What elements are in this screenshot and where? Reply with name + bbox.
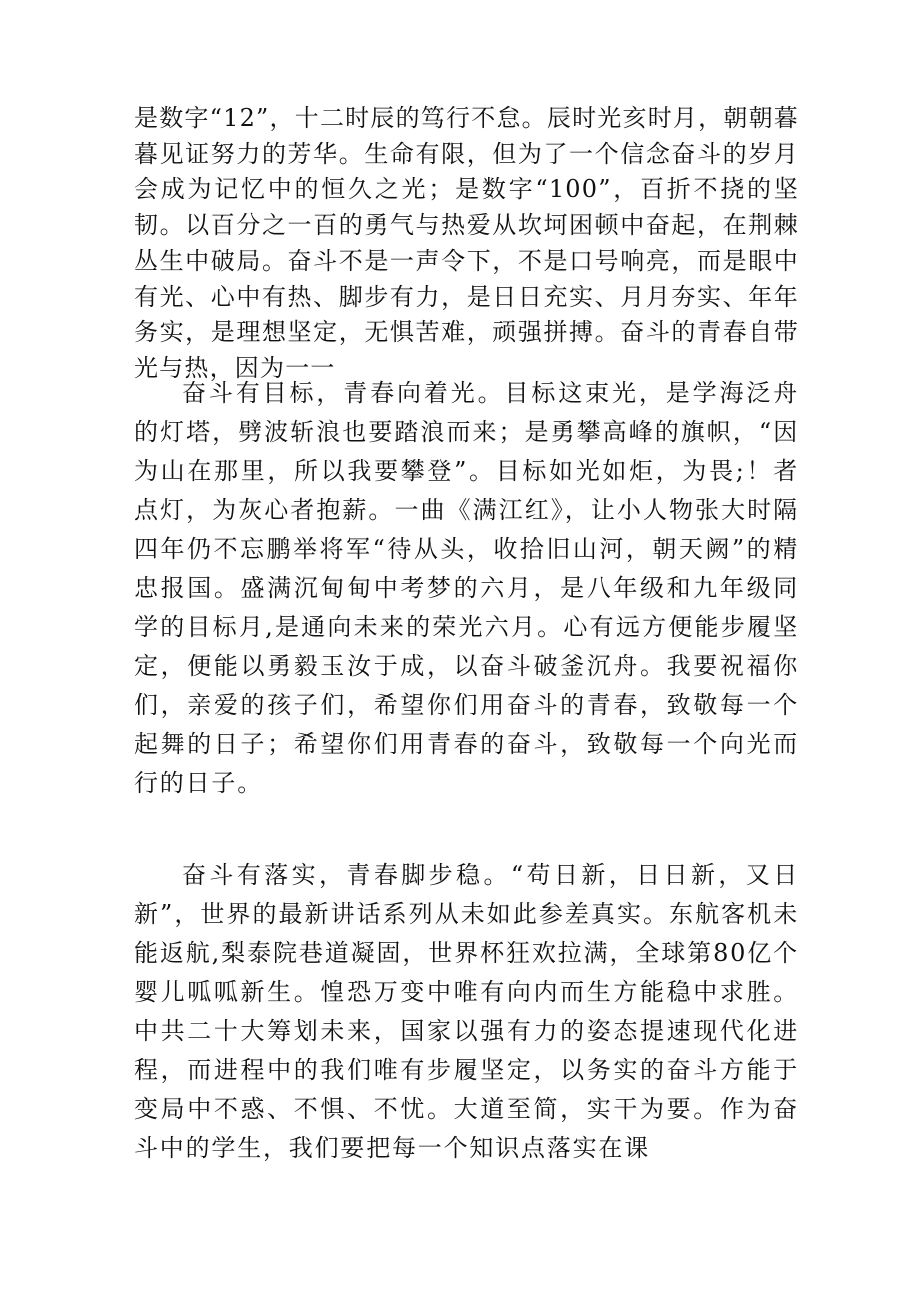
paragraph-2: 奋斗有目标，青春向着光。目标这束光，是学海泛舟的灯塔，劈波斩浪也要踏浪而来；是勇攀高峰的旗帜，“因为山在那里，所以我要攀登”。目标如光如炬，为畏;！者点灯，为灰心者抱薪。一曲《满江红》，让小人物张大时隔四年仍不忘鹏举将军“待从头，收拾旧山河，朝天阙”的精忠报国。盛满沉甸甸中考梦的六月，是八年级和九年级同学的目标月,是通向未来的荣光六月。心有远方便能步履坚定，便能以勇毅玉汝于成，以奋斗破釜沉舟。我要祝福你们，亲爱的孩子们，希望你们用奋斗的青春，致敬每一个起舞的日子；希望你们用青春的奋斗，致敬每一个向光而行的日子。 (134, 379, 799, 797)
paragraph-1: 是数字“12”，十二时辰的笃行不怠。辰时光亥时月，朝朝暮暮见证努力的芳华。生命有限，但为了一个信念奋斗的岁月会成为记忆中的恒久之光；是数字“100”，百折不挠的坚韧。以百分之一百的勇气与热爱从坎坷困顿中奋起，在荆棘丛生中破局。奋斗不是一声令下，不是口号响亮，而是眼中有光、心中有热、脚步有力，是日日充实、月月夯实、年年务实，是理想坚定，无惧苦难，顽强拼搏。奋斗的青春自带光与热，因为一一 (134, 104, 799, 382)
paragraph-3: 奋斗有落实，青春脚步稳。“苟日新，日日新，又日新”，世界的最新讲话系列从未如此参差真实。东航客机未能返航,梨泰院巷道凝固，世界杯狂欢拉满，全球第80亿个婴儿呱呱新生。惶恐万变中唯有向内而生方能稳中求胜。中共二十大筹划未来，国家以强有力的姿态提速现代化进程，而进程中的我们唯有步履坚定，以务实的奋斗方能于变局中不惑、不惧、不忧。大道至简，实干为要。作为奋斗中的学生，我们要把每一个知识点落实在课 (134, 861, 799, 1162)
